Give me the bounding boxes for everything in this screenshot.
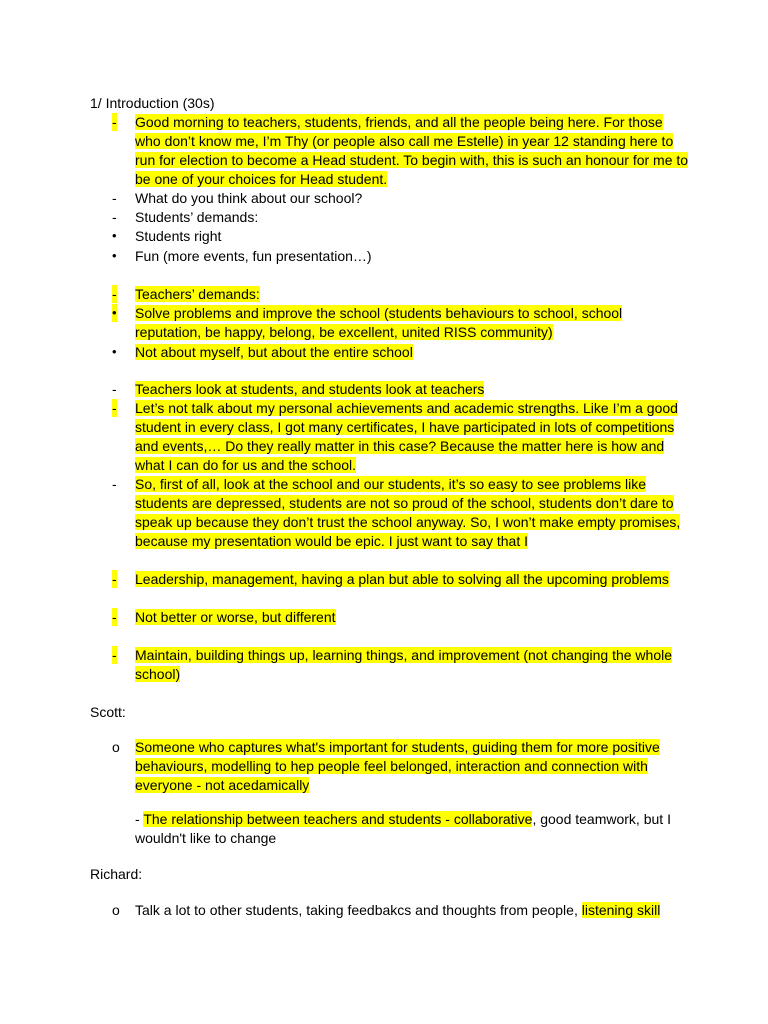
section-label-scott: Scott:: [90, 704, 126, 720]
list-item: Maintain, building things up, learning things, and improvement (not changing the whole: [135, 647, 673, 663]
list-item: So, first of all, look at the school and our students, it’s so easy to see problems like: [135, 476, 647, 492]
list-item: Teachers’ demands:: [135, 286, 260, 302]
note-line: wouldn't like to change: [135, 830, 277, 846]
list-item: speak up because they don’t trust the school anyway. So, I won’t make empty promises,: [135, 514, 681, 530]
note-line: - The relationship between teachers and students - collaborative, good teamwork, but I: [135, 811, 671, 827]
dash-marker: -: [112, 114, 117, 130]
bullet-marker: •: [112, 228, 117, 243]
list-item: Teachers look at students, and students look at teachers: [135, 381, 485, 397]
list-item: Not better or worse, but different: [135, 609, 336, 625]
circle-marker: o: [112, 902, 120, 918]
list-item: reputation, be happy, belong, be excellent, united RISS community): [135, 324, 553, 340]
list-item: student in every class, I got many certificates, I have participated in lots of competitions: [135, 419, 675, 435]
dash-marker: -: [112, 647, 117, 663]
list-item: Students right: [135, 228, 222, 244]
list-item: what I can do for us and the school.: [135, 457, 357, 473]
intro-line: be one of your choices for Head student.: [135, 171, 388, 187]
list-item: Talk a lot to other students, taking feedbakcs and thoughts from people, listening skill: [135, 902, 661, 918]
bullet-marker: •: [112, 344, 117, 359]
dash-marker: -: [112, 286, 117, 302]
list-item: What do you think about our school?: [135, 190, 363, 206]
section-heading-introduction: 1/ Introduction (30s): [90, 95, 215, 111]
list-item: Students’ demands:: [135, 209, 259, 225]
dash-marker: -: [112, 190, 117, 206]
list-item: Solve problems and improve the school (students behaviours to school, school: [135, 305, 623, 321]
list-item: students are depressed, students are not so proud of the school, students don’t dare to: [135, 495, 674, 511]
list-item: everyone - not acedamically: [135, 777, 310, 793]
list-item: Let’s not talk about my personal achievements and academic strengths. Like I’m a good: [135, 400, 678, 416]
section-label-richard: Richard:: [90, 866, 143, 882]
intro-line: run for election to become a Head student. To begin with, this is such an honour for me to: [135, 152, 689, 168]
list-item: behaviours, modelling to hep people feel belonged, interaction and connection with: [135, 758, 648, 774]
list-item: Fun (more events, fun presentation…): [135, 248, 372, 264]
bullet-marker: •: [112, 305, 117, 320]
intro-line: Good morning to teachers, students, friends, and all the people being here. For those: [135, 114, 663, 130]
list-item: Not about myself, but about the entire school: [135, 344, 413, 360]
circle-marker: o: [112, 739, 120, 755]
dash-marker: -: [112, 609, 117, 625]
list-item: Leadership, management, having a plan but able to solving all the upcoming problems: [135, 571, 669, 587]
dash-marker: -: [112, 571, 117, 587]
dash-marker: -: [112, 381, 117, 397]
list-item: because my presentation would be epic. I just want to say that I: [135, 533, 528, 549]
list-item: school): [135, 666, 181, 682]
intro-line: who don’t know me, I’m Thy (or people also call me Estelle) in year 12 standing here to: [135, 133, 674, 149]
dash-marker: -: [112, 476, 117, 492]
list-item: Someone who captures what's important for students, guiding them for more positive: [135, 739, 660, 755]
dash-marker: -: [112, 209, 117, 225]
list-item: and events,… Do they really matter in this case? Because the matter here is how and: [135, 438, 665, 454]
dash-marker: -: [112, 400, 117, 416]
bullet-marker: •: [112, 248, 117, 263]
